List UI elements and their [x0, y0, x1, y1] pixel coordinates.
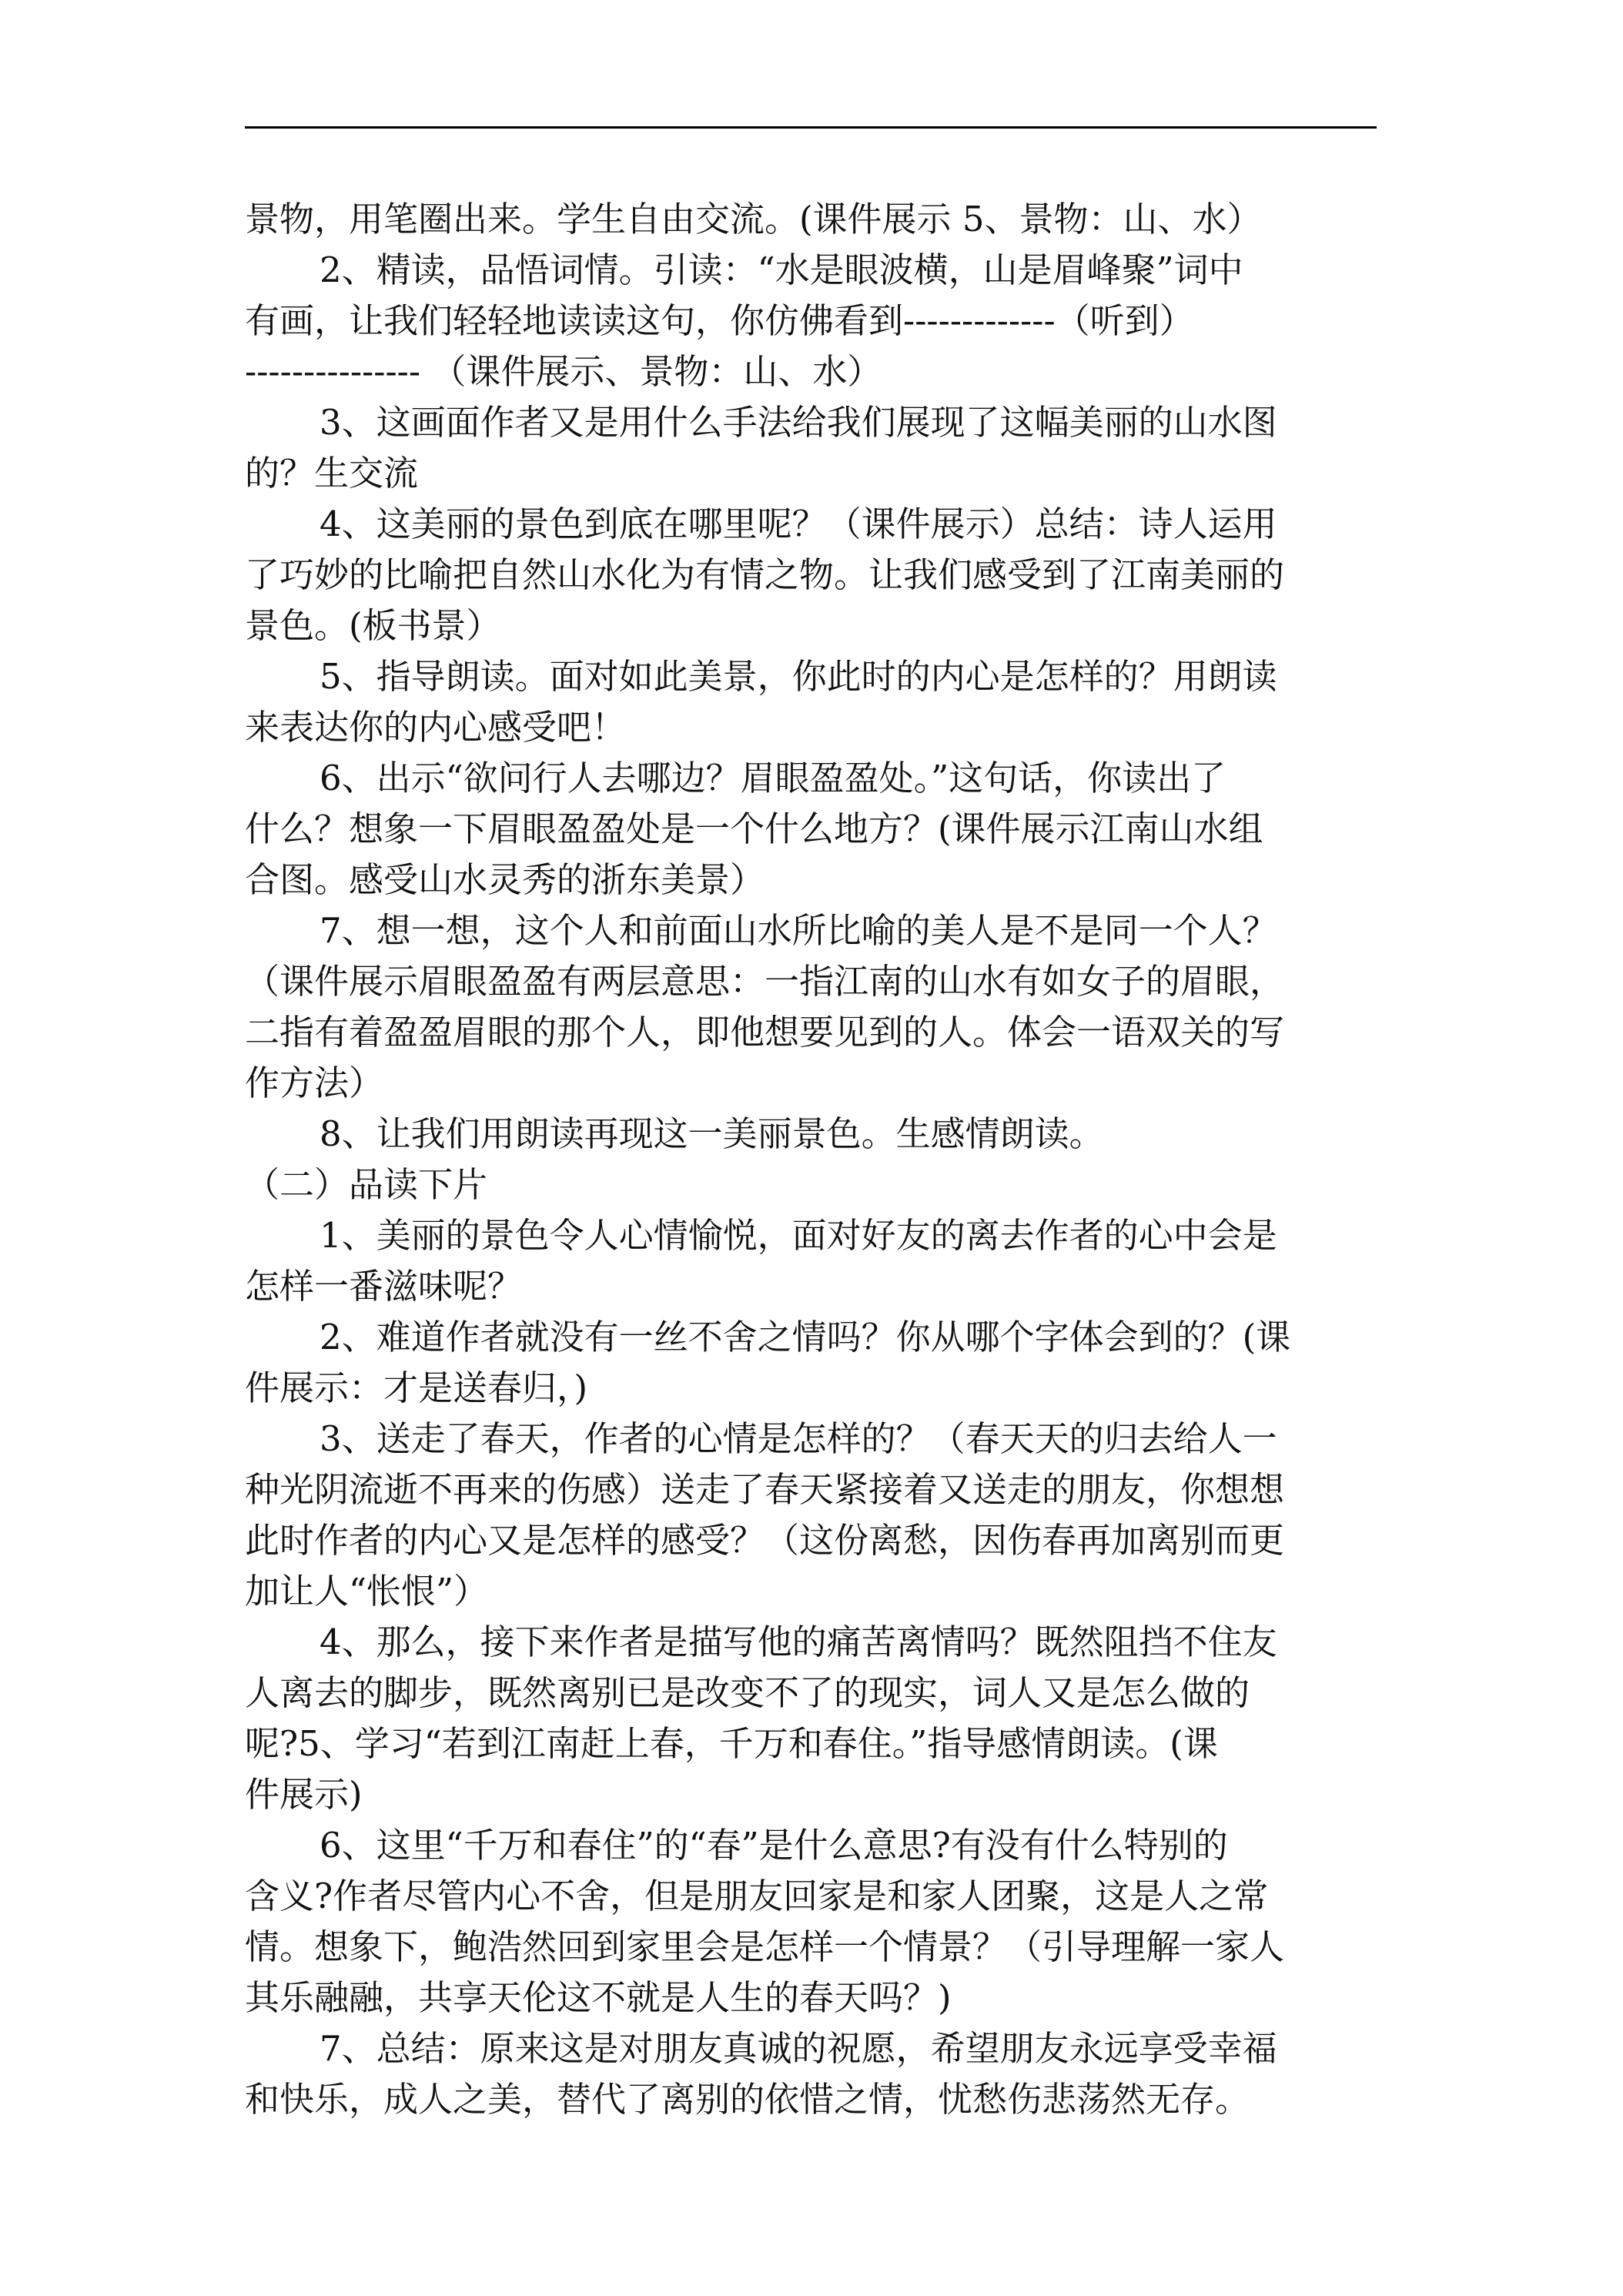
text-line: 6、这里“千万和春住”的“春”是什么意思?有没有什么特别的 — [320, 1825, 1228, 1866]
text-line: 7、总结：原来这是对朋友真诚的祝愿，希望朋友永远享受幸福 — [320, 2028, 1277, 2069]
text-line: 2、难道作者就没有一丝不舍之情吗？你从哪个字体会到的？(课 — [320, 1317, 1291, 1357]
text-line: 4、这美丽的景色到底在哪里呢？（课件展示）总结：诗人运用 — [320, 504, 1277, 544]
text-line: 情。想象下，鲍浩然回到家里会是怎样一个情景？（引导理解一家人 — [245, 1926, 1285, 1967]
text-line: 作方法） — [245, 1063, 384, 1103]
text-line: 2、精读，品悟词情。引读：“水是眼波横，山是眉峰聚”词中 — [320, 249, 1243, 290]
text-line: 件展示) — [245, 1774, 363, 1815]
text-line: 种光阴流逝不再来的伤感）送走了春天紧接着又送走的朋友，你想想 — [245, 1469, 1285, 1510]
text-line: 其乐融融，共享天伦这不就是人生的春天吗？) — [245, 1977, 952, 2018]
text-line: 6、出示“欲问行人去哪边？眉眼盈盈处。”这句话，你读出了 — [320, 758, 1226, 798]
document-body — [245, 194, 1377, 2125]
text-line: 1、美丽的景色令人心情愉悦，面对好友的离去作者的心中会是 — [320, 1215, 1277, 1256]
text-line: 二指有着盈盈眉眼的那个人，即他想要见到的人。体会一语双关的写 — [245, 1012, 1285, 1053]
text-line: 和快乐，成人之美，替代了离别的依惜之情，忧愁伤悲荡然无存。 — [245, 2079, 1250, 2120]
header-rule — [245, 126, 1377, 129]
text-line: 加让人“怅恨”） — [245, 1571, 489, 1612]
text-line: （二）品读下片 — [245, 1164, 488, 1205]
text-line: 的？生交流 — [245, 453, 419, 494]
text-line: （课件展示眉眼盈盈有两层意思：一指江南的山水有如女子的眉眼， — [245, 961, 1285, 1002]
text-line: 件展示：才是送春归，) — [245, 1367, 588, 1408]
text-line: 含义?作者尽管内心不舍，但是朋友回家是和家人团聚，这是人之常 — [245, 1876, 1269, 1916]
text-line: 人离去的脚步，既然离别已是改变不了的现实，词人又是怎么做的 — [245, 1672, 1250, 1713]
text-line: 景色。(板书景） — [245, 605, 501, 646]
text-line: 来表达你的内心感受吧！ — [245, 707, 627, 748]
text-line: 3、送走了春天，作者的心情是怎样的？（春天天的归去给人一 — [320, 1418, 1277, 1459]
text-line: 呢?5、学习“若到江南赶上春，千万和春住。”指导感情朗读。(课 — [245, 1723, 1218, 1764]
text-line: 3、这画面作者又是用什么手法给我们展现了这幅美丽的山水图 — [320, 402, 1277, 443]
text-line: 有画，让我们轻轻地读读这句，你仿佛看到-------------（听到） — [245, 300, 1194, 341]
text-line: 此时作者的内心又是怎样的感受？（这份离愁，因伤春再加离别而更 — [245, 1520, 1285, 1561]
text-line: --------------- （课件展示、景物：山、水） — [245, 351, 882, 392]
text-line: 8、让我们用朗读再现这一美丽景色。生感情朗读。 — [320, 1113, 1104, 1154]
text-line: 怎样一番滋味呢？ — [245, 1266, 523, 1307]
text-line: 7、想一想，这个人和前面山水所比喻的美人是不是同一个人？ — [320, 910, 1277, 951]
text-line: 了巧妙的比喻把自然山水化为有情之物。让我们感受到了江南美丽的 — [245, 554, 1285, 595]
text-line: 4、那么，接下来作者是描写他的痛苦离情吗？既然阻挡不住友 — [320, 1622, 1277, 1662]
text-line: 景物，用笔圈出来。学生自由交流。(课件展示 5、景物：山、水） — [245, 199, 1262, 239]
text-line: 5、指导朗读。面对如此美景，你此时的内心是怎样的？用朗读 — [320, 656, 1277, 697]
text-line: 什么？想象一下眉眼盈盈处是一个什么地方？(课件展示江南山水组 — [245, 808, 1263, 849]
text-line: 合图。感受山水灵秀的浙东美景） — [245, 859, 765, 900]
